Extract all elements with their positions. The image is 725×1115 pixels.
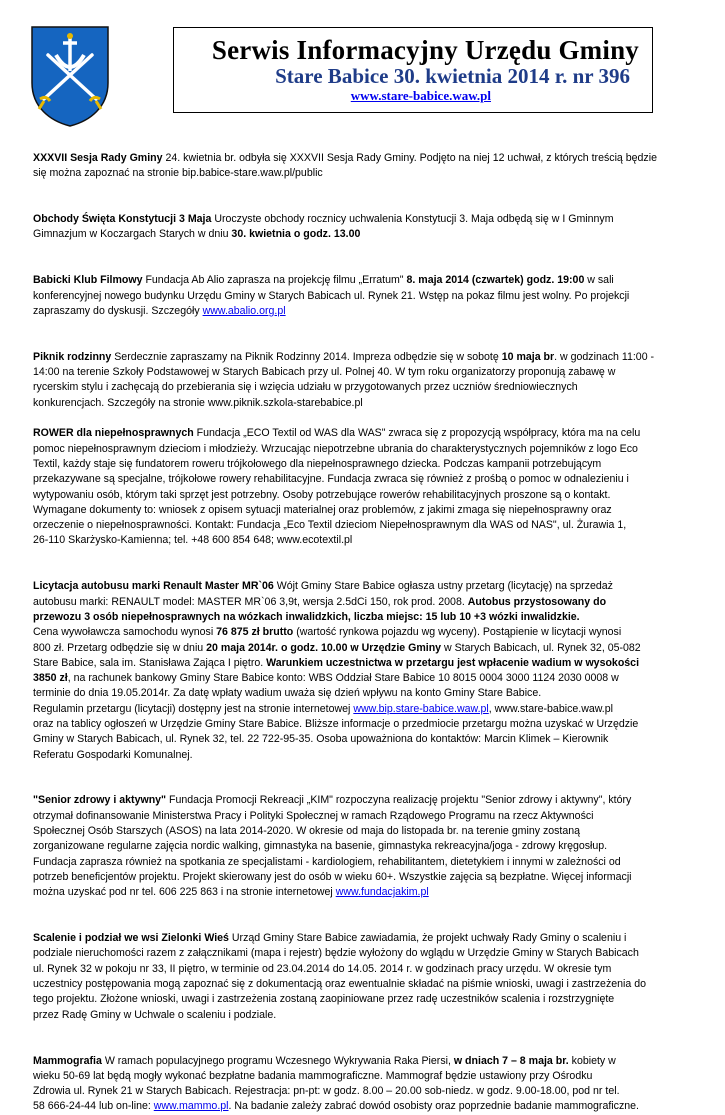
item-title: Mammografia xyxy=(33,1054,102,1067)
header-box xyxy=(173,27,653,113)
abalio-link[interactable]: www.abalio.org.pl xyxy=(202,304,286,317)
item-title: Piknik rodzinny xyxy=(33,350,112,363)
bip-link[interactable]: www.bip.stare-babice.waw.pl xyxy=(353,702,489,715)
coat-of-arms-logo xyxy=(30,25,110,127)
news-item-piknik: Piknik rodzinny Serdecznie zapraszamy na Piknik Rodzinny 2014. Impreza odbędzie się w sobotę 10 maja br. w godzinach 11:00 - 14:00 na terenie Szkoły Podstawowej w Starych Babicach przy ul. Polnej 40. W tym roku organizatorzy proponują zabawę w rycerskim stylu i zachęcają do przebierania się i wzięcia udziału w przygotowanych przez uczniów średniowiecznych konkurencjach. Szczegóły na stronie www.piknik.szkola-starebabice.pl xyxy=(33,350,655,409)
item-title: Obchody Święta Konstytucji 3 Maja xyxy=(33,213,212,226)
news-item-sesja: XXXVII Sesja Rady Gminy 24. kwietnia br. odbyła się XXXVII Sesja Rady Gminy. Podjęto na niej 12 uchwał, z których treścią będzie się można zapoznać na stronie bip.babice-stare.waw.pl/public xyxy=(33,152,657,180)
fundacjakim-link[interactable]: www.fundacjakim.pl xyxy=(335,886,429,899)
news-item-klub-filmowy: Babicki Klub Filmowy Fundacja Ab Alio zaprasza na projekcję filmu „Erratum" 8. maja 2014 (czwartek) godz. 19:00 w sali konferencyjnej nowego budynku Urzędu Gminy w Starych Babicach ul. Rynek 21. Wstęp na pokaz filmu jest wolny. Po projekcji zapraszamy do dyskusji. Szczegóły www.abalio.org.pl xyxy=(33,274,630,317)
news-item-mammografia: Mammografia W ramach populacyjnego programu Wczesnego Wykrywania Raka Piersi, w dniach 7 – 8 maja br. kobiety w wieku 50-69 lat będą mogły wykonać bezpłatne badania mammograficzne. Mammograf będzie ustawiony przy Ośrodku Zdrowia ul. Rynek 21 w Starych Babicach. Rejestracja: pn-pt: w godz. 8.00 – 20.00 sob-niedz. w godz. 9.00-18.00, pod nr tel. 58 666-24-44 lub on-line: www.mammo.pl. Na badanie zależy zabrać dowód osobisty oraz poprzednie badanie mammograficzne. xyxy=(33,1054,639,1113)
mammo-link[interactable]: www.mammo.pl xyxy=(153,1100,229,1113)
news-item-senior: "Senior zdrowy i aktywny" Fundacja Promocji Rekreacji „KIM" rozpoczyna realizację projektu "Senior zdrowy i aktywny", który otrzymał dofinansowanie Ministerstwa Pracy i Polityki Społecznej w ramach Rządowego Programu na rzecz Aktywności Społecznej Osób Starszych (ASOS) na lata 2014-2020. W okresie od maja do listopada br. na terenie gminy zostaną zorganizowane regularne zajęcia nordic walking, gimnastyka na basenie, gimnastyka rekreacyjna/joga - zdrowy kręgosłup. Fundacja zaprasza również na spotkania ze specjalistami - kardiologiem, rehabilitantem, dietetykiem i innymi w zależności od potrzeb beneficjentów projektu. Projekt skierowany jest do osób w wieku 60+. Wszystkie zajęcia są bezpłatne. Więcej informacji można uzyskać pod nr tel. 606 225 863 i na stronie internetowej www.fundacjakim.pl xyxy=(33,794,632,899)
website-link[interactable]: www.stare-babice.waw.pl xyxy=(350,88,491,103)
news-item-scalenie: Scalenie i podział we wsi Zielonki Wieś Urząd Gminy Stare Babice zawiadamia, że projekt uchwały Rady Gminy o scaleniu i podziale nieruchomości razem z załącznikami (mapa i rejestr) będzie wyłożony do wglądu w Urzędzie Gminy w Starych Babicach ul. Rynek 32 w pokoju nr 33, II piętro, w terminie od 23.04.2014 do 14.05. 2014 r. w godzinach pracy urzędu. W okresie tym uczestnicy postępowania mogą zapoznać się z dokumentacją oraz ewentualnie składać na piśmie wnioski, uwagi i zastrzeżenia do tego projektu. Złożone wnioski, uwagi i zastrzeżenia zostaną zaopiniowane przez radę uczestników scalenia i rozstrzygnięte przez Radę Gminy w Uchwale o scaleniu i podziale. xyxy=(33,932,647,1021)
item-title: ROWER dla niepełnosprawnych xyxy=(33,427,194,440)
item-title: Scalenie i podział we wsi Zielonki Wieś xyxy=(33,932,229,945)
item-title: Babicki Klub Filmowy xyxy=(33,274,143,287)
news-item-rower: ROWER dla niepełnosprawnych Fundacja „ECO Textil od WAS dla WAS" zwraca się z propozycją współpracy, która ma na celu pomoc niepełnosprawnym dzieciom i młodzieży. Wrzucając niepotrzebne ubrania do charakterystycznych pojemników z logo Eco Textil, każdy staje się fundatorem roweru trójkołowego dla niepełnosprawnego dziecka. Podczas kampanii potrzebującym przekazywane są specjalne, trójkołowe rowery rehabilitacyjne. Fundacja zwraca się również z prośbą o pomoc w odnalezieniu i wytypowaniu osób, którym taki sprzęt jest potrzebny. Osoby potrzebujące rowerów rehabilitacyjnych proszone są o kontakt. Wymagane dokumenty to: wniosek z opisem sytuacji materialnej oraz problemów, z jakimi zmaga się niepełnosprawny oraz orzeczenie o niepełnosprawności. Kontakt: Fundacja „Eco Textil dzieciom Niepełnosprawnym dla WAS od NAS", ul. Żurawia 1, 26-110 Skarżysko-Kamienna; tel. +48 600 854 648; www.ecotextil.pl xyxy=(33,427,641,547)
issue-subtitle: Stare Babice 30. kwietnia 2014 r. nr 396 xyxy=(275,64,630,88)
news-content xyxy=(33,151,673,1115)
item-title: XXXVII Sesja Rady Gminy xyxy=(33,152,163,164)
item-title: Licytacja autobusu marki Renault Master MR`06 xyxy=(33,580,274,593)
news-item-konstytucja: Obchody Święta Konstytucji 3 Maja Uroczyste obchody rocznicy uchwalenia Konstytucji 3. Maja odbędą się w I Gminnym Gimnazjum w Koczargach Starych w dniu 30. kwietnia o godz. 13.00 xyxy=(33,213,614,241)
item-title: "Senior zdrowy i aktywny" xyxy=(33,794,167,807)
news-item-licytacja: Licytacja autobusu marki Renault Master MR`06 Wójt Gminy Stare Babice ogłasza ustny przetarg (licytację) na sprzedaż autobusu marki: RENAULT model: MASTER MR`06 3,9t, wersja 2.5dCi 150, rok prod. 2008. Autobus przystosowany do przewozu 3 osób niepełnosprawnych na wózkach inwalidzkich, liczba miejsc: 15 lub 10 +3 wózki inwalidzkie. Cena wywoławcza samochodu wynosi 76 875 zł brutto (wartość rynkowa pojazdu wg wyceny). Postąpienie w licytacji wynosi 800 zł. Przetarg odbędzie się w dniu 20 maja 2014r. o godz. 10.00 w Urzędzie Gminy w Starych Babicach, ul. Rynek 32, 05-082 Stare Babice, sala im. Stanisława Zająca I piętro. Warunkiem uczestnictwa w przetargu jest wpłacenie wadium w wysokości 3850 zł, na rachunek bankowy Gminy Stare Babice konto: WBS Oddział Stare Babice 10 8015 0004 3000 1124 2030 0008 w terminie do dnia 19.05.2014r. Za datę wpłaty wadium uważa się dzień wpływu na konto Gminy Stare Babice. Regulamin przetargu (licytacji) dostępny jest na stronie internetowej www.bip.stare-babice.waw.pl, www.stare-babice.waw.pl oraz na tablicy ogłoszeń w Urzędzie Gminy Stare Babice. Bliższe informacje o przedmiocie przetargu można uzyskać w Urzędzie Gminy w Starych Babicach, ul. Rynek 32, tel. 22 722-95-35. Osoba upoważniona do kontaktów: Marcin Klimek – Kierownik Referatu Gospodarki Komunalnej. xyxy=(33,580,641,761)
page-title: Serwis Informacyjny Urzędu Gminy xyxy=(211,35,639,65)
